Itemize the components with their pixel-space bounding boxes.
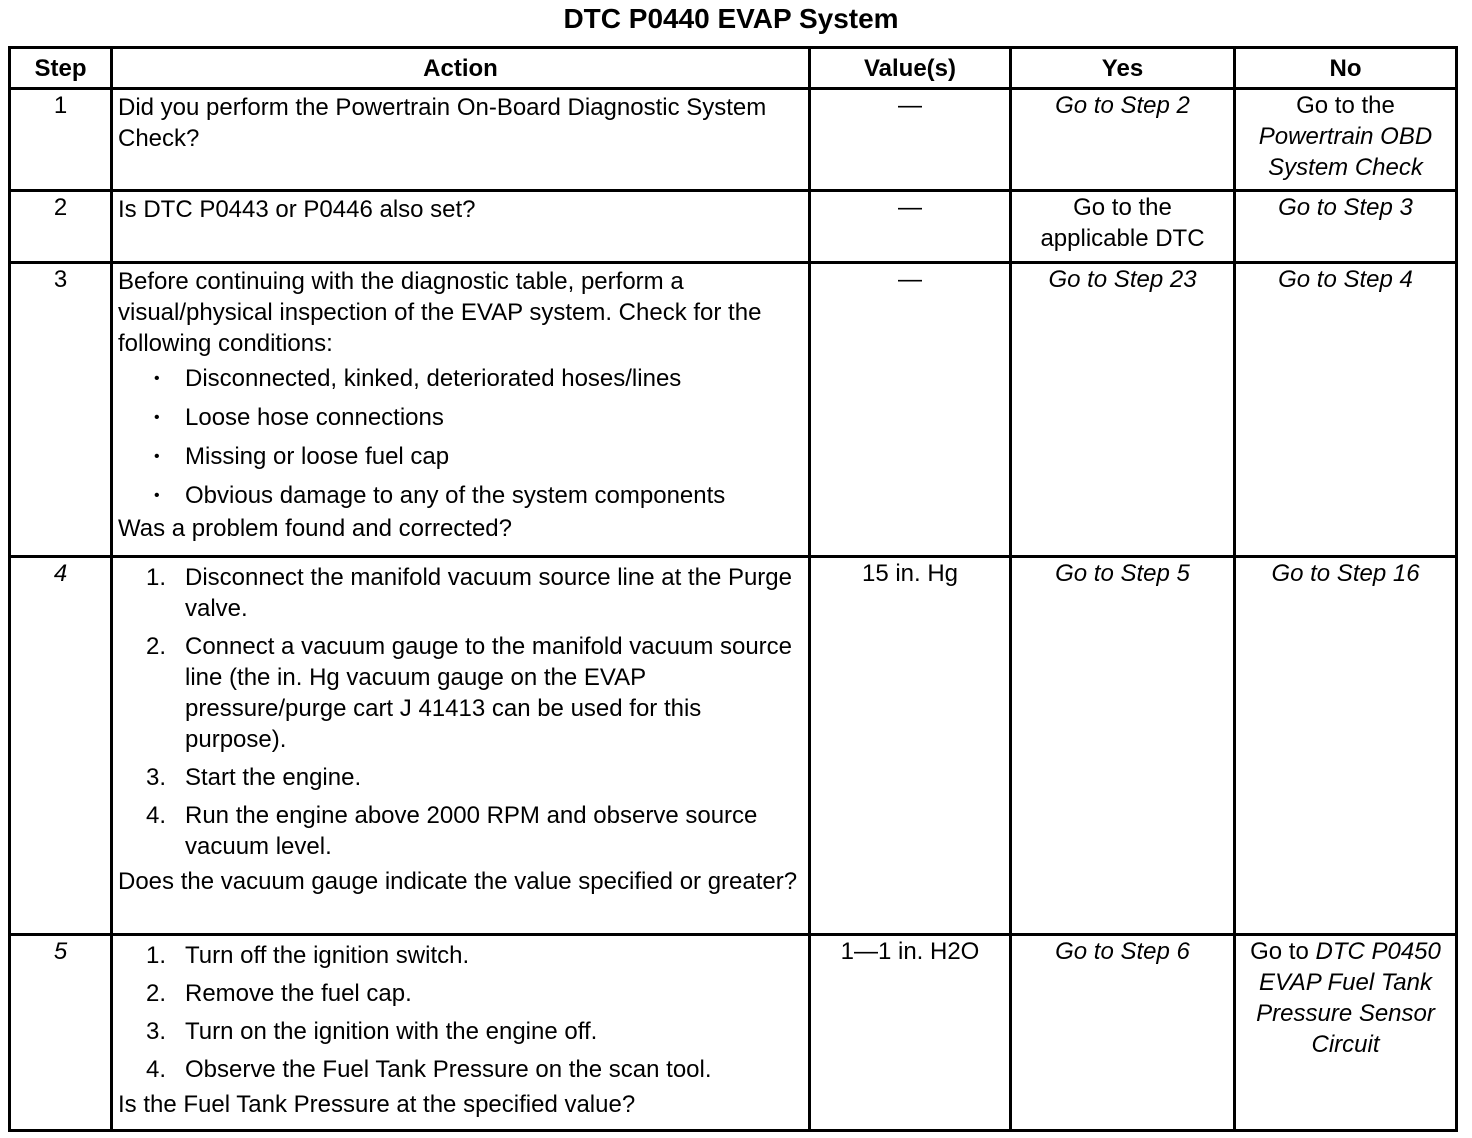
list-text: Remove the fuel cap.	[185, 980, 412, 1007]
list-item: • Obvious damage to any of the system components	[118, 480, 803, 511]
step-number: 1	[10, 89, 112, 191]
list-text: Observe the Fuel Tank Pressure on the scan tool.	[185, 1056, 712, 1083]
list-item	[118, 978, 803, 1009]
list-item	[118, 1054, 803, 1085]
action-cell	[112, 935, 810, 1131]
header-no: No	[1235, 48, 1457, 89]
procedure-list	[118, 562, 803, 862]
list-number: 3.	[146, 1018, 167, 1045]
value-cell: —	[810, 263, 1011, 557]
yes-cell: Go to Step 23	[1011, 263, 1235, 557]
step-number: 4	[10, 557, 112, 935]
list-number: 4.	[146, 1056, 167, 1083]
yes-cell: Go to Step 2	[1011, 89, 1235, 191]
no-cell	[1235, 935, 1457, 1131]
table-row	[10, 191, 1457, 263]
list-text: Turn on the ignition with the engine off.	[185, 1018, 598, 1045]
procedure-list	[118, 940, 803, 1085]
no-cell	[1235, 89, 1457, 191]
table-row	[10, 89, 1457, 191]
list-item: • Loose hose connections	[118, 402, 803, 433]
action-cell	[112, 191, 810, 263]
step-number: 3	[10, 263, 112, 557]
list-text: Start the engine.	[185, 764, 362, 791]
list-number: 1.	[146, 942, 167, 969]
no-reference: Powertrain OBD System Check	[1258, 123, 1433, 181]
table-row	[10, 935, 1457, 1131]
table-header-row	[10, 48, 1457, 89]
list-item	[118, 631, 803, 755]
list-number: 2.	[146, 980, 167, 1007]
no-cell: Go to Step 16	[1235, 557, 1457, 935]
action-cell	[112, 557, 810, 935]
list-item	[118, 762, 803, 793]
action-intro: Before continuing with the diagnostic table, perform a visual/physical inspection of the EVAP system. Check for the following conditions:	[118, 268, 762, 357]
action-cell	[112, 263, 810, 557]
list-item	[118, 562, 803, 624]
list-text: Connect a vacuum gauge to the manifold vacuum source line (the in. Hg vacuum gauge on the EVAP pressure/purge cart J 41413 can be used for this purpose).	[185, 633, 793, 753]
list-item: • Missing or loose fuel cap	[118, 441, 803, 472]
value-cell: —	[810, 191, 1011, 263]
header-yes: Yes	[1011, 48, 1235, 89]
action-cell	[112, 89, 810, 191]
list-text: Turn off the ignition switch.	[185, 942, 470, 969]
value-cell: —	[810, 89, 1011, 191]
list-item	[118, 800, 803, 862]
no-prefix: Go to	[1250, 938, 1309, 965]
no-cell: Go to Step 4	[1235, 263, 1457, 557]
action-text: Did you perform the Powertrain On-Board Diagnostic System Check?	[118, 94, 767, 152]
yes-cell: Go to Step 5	[1011, 557, 1235, 935]
yes-cell: Go to the applicable DTC	[1011, 191, 1235, 263]
list-item: • Disconnected, kinked, deteriorated hoses/lines	[118, 363, 803, 394]
action-question: Does the vacuum gauge indicate the value specified or greater?	[118, 868, 798, 895]
condition-list	[118, 363, 803, 511]
action-text: Is DTC P0443 or P0446 also set?	[118, 196, 476, 223]
yes-cell: Go to Step 6	[1011, 935, 1235, 1131]
list-number: 2.	[146, 633, 167, 660]
action-question: Is the Fuel Tank Pressure at the specified value?	[118, 1091, 636, 1118]
value-cell: 1—1 in. H2O	[810, 935, 1011, 1131]
list-number: 3.	[146, 764, 167, 791]
table-row	[10, 557, 1457, 935]
list-text: Disconnect the manifold vacuum source line at the Purge valve.	[185, 564, 792, 622]
action-question: Was a problem found and corrected?	[118, 515, 512, 542]
list-text: Run the engine above 2000 RPM and observe source vacuum level.	[185, 802, 758, 860]
header-action: Action	[112, 48, 810, 89]
table-row	[10, 263, 1457, 557]
diagnostic-table	[8, 46, 1458, 1132]
list-number: 4.	[146, 802, 167, 829]
header-values: Value(s)	[810, 48, 1011, 89]
step-number: 5	[10, 935, 112, 1131]
value-cell: 15 in. Hg	[810, 557, 1011, 935]
step-number: 2	[10, 191, 112, 263]
list-item	[118, 1016, 803, 1047]
header-step: Step	[10, 48, 112, 89]
no-prefix: Go to the	[1296, 92, 1395, 119]
list-number: 1.	[146, 564, 167, 591]
list-item	[118, 940, 803, 971]
no-reference: DTC P0450 EVAP Fuel Tank Pressure Sensor Circuit	[1256, 938, 1441, 1058]
page-title: DTC P0440 EVAP System	[563, 3, 899, 34]
no-cell: Go to Step 3	[1235, 191, 1457, 263]
